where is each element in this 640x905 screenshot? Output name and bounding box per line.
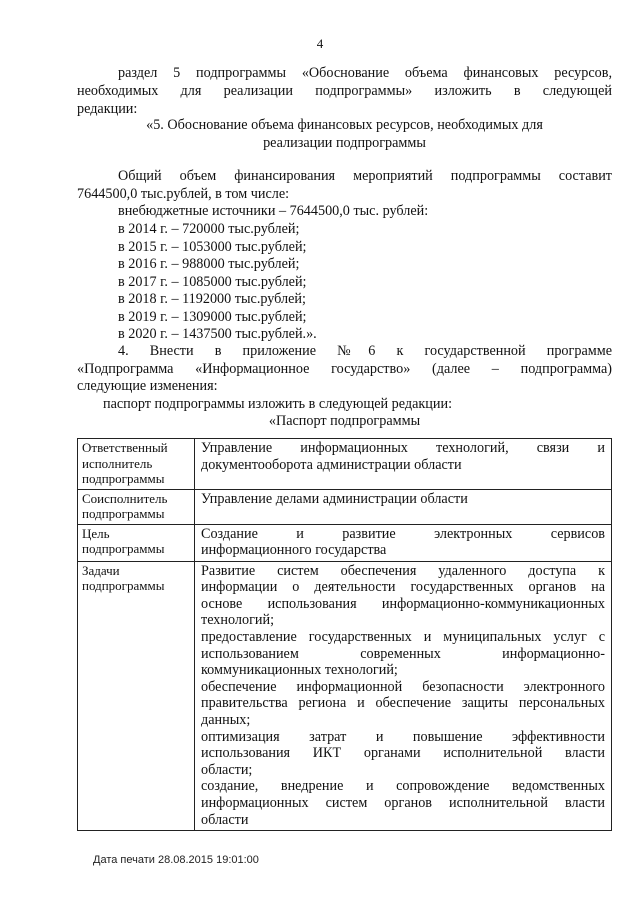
value-line: оптимизация затрат и повышение эффективности (201, 728, 605, 745)
value-line: области; (201, 761, 253, 778)
print-date-footer: Дата печати 28.08.2015 19:01:00 (93, 854, 259, 866)
value-line: использования ИКТ органами исполнительной власти (201, 745, 605, 762)
label-line: Ответственный (82, 440, 168, 455)
value-line: информационных систем органов исполнительной власти (201, 795, 605, 811)
passport-table (77, 438, 612, 831)
funding-year-2015: в 2015 г. – 1053000 тыс.рублей; (118, 239, 307, 255)
value-line: Управление информационных технологий, связи и (201, 440, 605, 456)
row-label-tasks (78, 561, 195, 831)
label-line: подпрограммы (82, 578, 165, 594)
row-label-responsible (78, 439, 195, 490)
value-line: информационного государства (201, 542, 387, 559)
passport-title: «Паспорт подпрограммы (268, 413, 421, 429)
table-row (78, 439, 612, 490)
funding-year-2019: в 2019 г. – 1309000 тыс.рублей; (118, 309, 307, 325)
row-value-goal (195, 524, 612, 561)
label-line: исполнитель (82, 455, 153, 471)
intro-line-3: редакции: (77, 101, 138, 117)
item4-line-3: следующие изменения: (77, 378, 218, 394)
item4-line-2: «Подпрограмма «Информационное государство» (далее – подпрограмма) (77, 361, 612, 377)
section-title-line-1: «5. Обоснование объема финансовых ресурсов, необходимых для (146, 117, 543, 133)
label-line: подпрограммы (82, 506, 165, 521)
funding-line-3: внебюджетные источники – 7644500,0 тыс. рублей: (118, 203, 429, 219)
value-line: Управление делами администрации области (201, 490, 468, 507)
funding-year-2014: в 2014 г. – 720000 тыс.рублей; (118, 221, 300, 237)
section-title-line-2: реализации подпрограммы (263, 135, 426, 151)
value-line: Развитие систем обеспечения удаленного доступа к (201, 562, 605, 579)
funding-year-2020: в 2020 г. – 1437500 тыс.рублей.». (118, 326, 317, 342)
table-row (78, 489, 612, 524)
row-label-coexecutor (78, 489, 195, 524)
label-line: подпрограммы (82, 541, 165, 556)
label-line: Задачи (82, 562, 120, 578)
row-label-goal (78, 524, 195, 561)
value-line: данных; (201, 712, 251, 729)
value-line: использованием современных информационно- (201, 645, 605, 662)
funding-year-2018: в 2018 г. – 1192000 тыс.рублей; (118, 291, 306, 307)
page-number: 4 (316, 36, 324, 51)
value-line: основе использования информационно-коммуникационных (201, 595, 605, 612)
funding-line-1: Общий объем финансирования мероприятий подпрограммы составит (118, 168, 612, 184)
label-line: Соисполнитель (82, 490, 168, 506)
value-line: технологий; (201, 612, 275, 629)
value-line: области (201, 811, 249, 828)
intro-line-2: необходимых для реализации подпрограммы» изложить в следующей (77, 83, 612, 99)
value-line: коммуникационных технологий; (201, 662, 398, 679)
value-line: создание, внедрение и сопровождение ведомственных (201, 778, 605, 795)
value-line: обеспечение информационной безопасности электронного (201, 678, 605, 695)
item4-line-4: паспорт подпрограммы изложить в следующей редакции: (103, 396, 453, 412)
label-line: Цель (82, 525, 110, 541)
table-row (78, 524, 612, 561)
value-line: правительства региона и обеспечение защиты персональных (201, 695, 605, 712)
label-line: подпрограммы (82, 471, 165, 486)
row-value-coexecutor (195, 489, 612, 524)
row-value-responsible (195, 439, 612, 490)
value-line: Создание и развитие электронных сервисов (201, 525, 605, 542)
funding-year-2016: в 2016 г. – 988000 тыс.рублей; (118, 256, 300, 272)
value-line: документооборота администрации области (201, 456, 462, 473)
value-line: информации о деятельности государственных органов на (201, 579, 605, 596)
row-value-tasks (195, 561, 612, 831)
value-line: предоставление государственных и муниципальных услуг с (201, 629, 605, 646)
intro-line-1: раздел 5 подпрограммы «Обоснование объема финансовых ресурсов, (118, 65, 612, 81)
funding-year-2017: в 2017 г. – 1085000 тыс.рублей; (118, 274, 307, 290)
table-row (78, 561, 612, 831)
item4-line-1: 4. Внести в приложение №6 к государственной программе (118, 343, 612, 359)
funding-line-2: 7644500,0 тыс.рублей, в том числе: (77, 186, 290, 202)
